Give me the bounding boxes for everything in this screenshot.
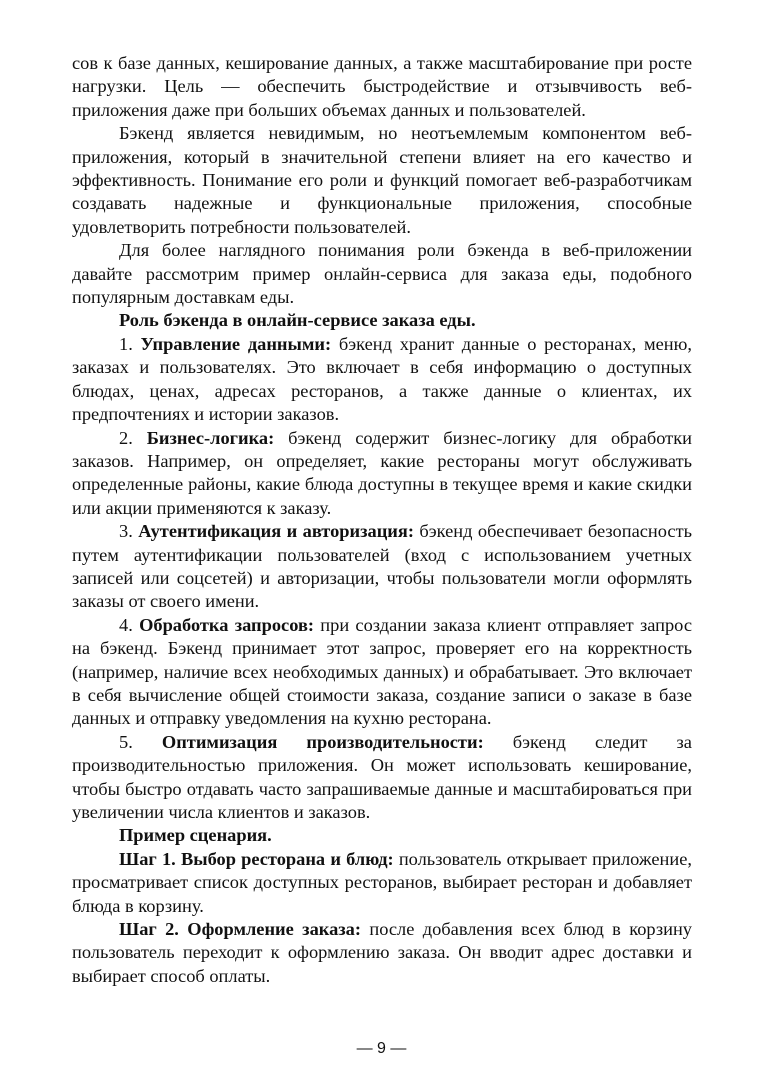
paragraph-text: Бэкенд является невидимым, но неотъемлемым компонентом веб-приложения, который в значительной степени влияет на его качество и эффективность. Понимание его роли и функций помогает веб-разработчикам создавать надежные и функциональные приложения, способные удовлетворить потребности пользователей. (72, 123, 692, 237)
step-text: после добавления всех блюд в корзину пользователь переходит к оформлению заказа. Он вводит адрес доставки и выбирает способ оплаты. (72, 919, 692, 986)
paragraph-backend-role (72, 122, 692, 239)
step-lead: Шаг 2. Оформление заказа: (119, 919, 361, 940)
scenario-step-1 (72, 848, 692, 918)
item-lead: Управление данными: (140, 333, 332, 354)
step-lead: Шаг 1. Выбор ресторана и блюд: (119, 848, 394, 869)
heading-text: Роль бэкенда в онлайн-сервисе заказа еды. (119, 310, 476, 331)
scenario-step-2 (72, 918, 692, 988)
item-lead: Бизнес-логика: (146, 427, 275, 448)
list-item-authentication (72, 520, 692, 614)
item-text: бэкенд содержит бизнес-логику для обработки заказов. Например, он определяет, какие рестораны могут обслуживать определенные районы, какие блюда доступны в текущее время и какие скидки или акции применяются к заказу. (72, 427, 692, 518)
item-number: 1. (119, 333, 133, 354)
section-heading-backend-role (72, 309, 692, 332)
item-text: бэкенд следит за производительностью приложения. Он может использовать кеширование, чтобы быстро отдавать часто запрашиваемые данные и масштабироваться при увеличении числа клиентов и заказов. (72, 731, 692, 822)
item-number: 5. (119, 731, 133, 752)
paragraph-continuation (72, 52, 692, 122)
item-lead: Оптимизация производительности: (161, 731, 484, 752)
item-lead: Обработка запросов: (139, 614, 315, 635)
item-number: 2. (119, 427, 133, 448)
item-lead: Аутентификация и авторизация: (138, 521, 414, 542)
heading-text: Пример сценария. (119, 825, 272, 846)
list-item-performance (72, 731, 692, 825)
item-number: 3. (119, 521, 133, 542)
section-heading-scenario (72, 824, 692, 847)
list-item-data-management (72, 333, 692, 427)
item-text: при создании заказа клиент отправляет запрос на бэкенд. Бэкенд принимает этот запрос, проверяет его на корректность (например, наличие всех необходимых данных) и обрабатывает. Это включает в себя вычисление общей стоимости заказа, создание записи о заказе в базе данных и отправку уведомления на кухню ресторана. (72, 614, 692, 729)
page-body (72, 52, 692, 988)
page-number: — 9 — (356, 1040, 407, 1057)
item-number: 4. (119, 614, 133, 635)
paragraph-example-intro (72, 239, 692, 309)
list-item-business-logic (72, 427, 692, 521)
item-text: бэкенд обеспечивает безопасность путем аутентификации пользователей (вход с использованием учетных записей или соцсетей) и авторизации, чтобы пользователи могли оформлять заказы от своего имени. (72, 521, 692, 612)
paragraph-text: Для более наглядного понимания роли бэкенда в веб-приложении давайте рассмотрим пример онлайн-сервиса для заказа еды, подобного популярным доставкам еды. (72, 240, 692, 308)
step-text: пользователь открывает приложение, просматривает список доступных ресторанов, выбирает ресторан и добавляет блюда в корзину. (72, 848, 692, 916)
item-text: бэкенд хранит данные о ресторанах, меню, заказах и пользователях. Это включает в себя информацию о доступных блюдах, ценах, адресах ресторанов, а также данные о клиентах, их предпочтениях и истории заказов. (72, 333, 692, 425)
paragraph-text: сов к базе данных, кеширование данных, а также масштабирование при росте нагрузки. Цель — обеспечить быстродействие и отзывчивость веб-приложения даже при больших объемах данных и пользователей. (72, 53, 692, 120)
list-item-request-handling (72, 614, 692, 731)
